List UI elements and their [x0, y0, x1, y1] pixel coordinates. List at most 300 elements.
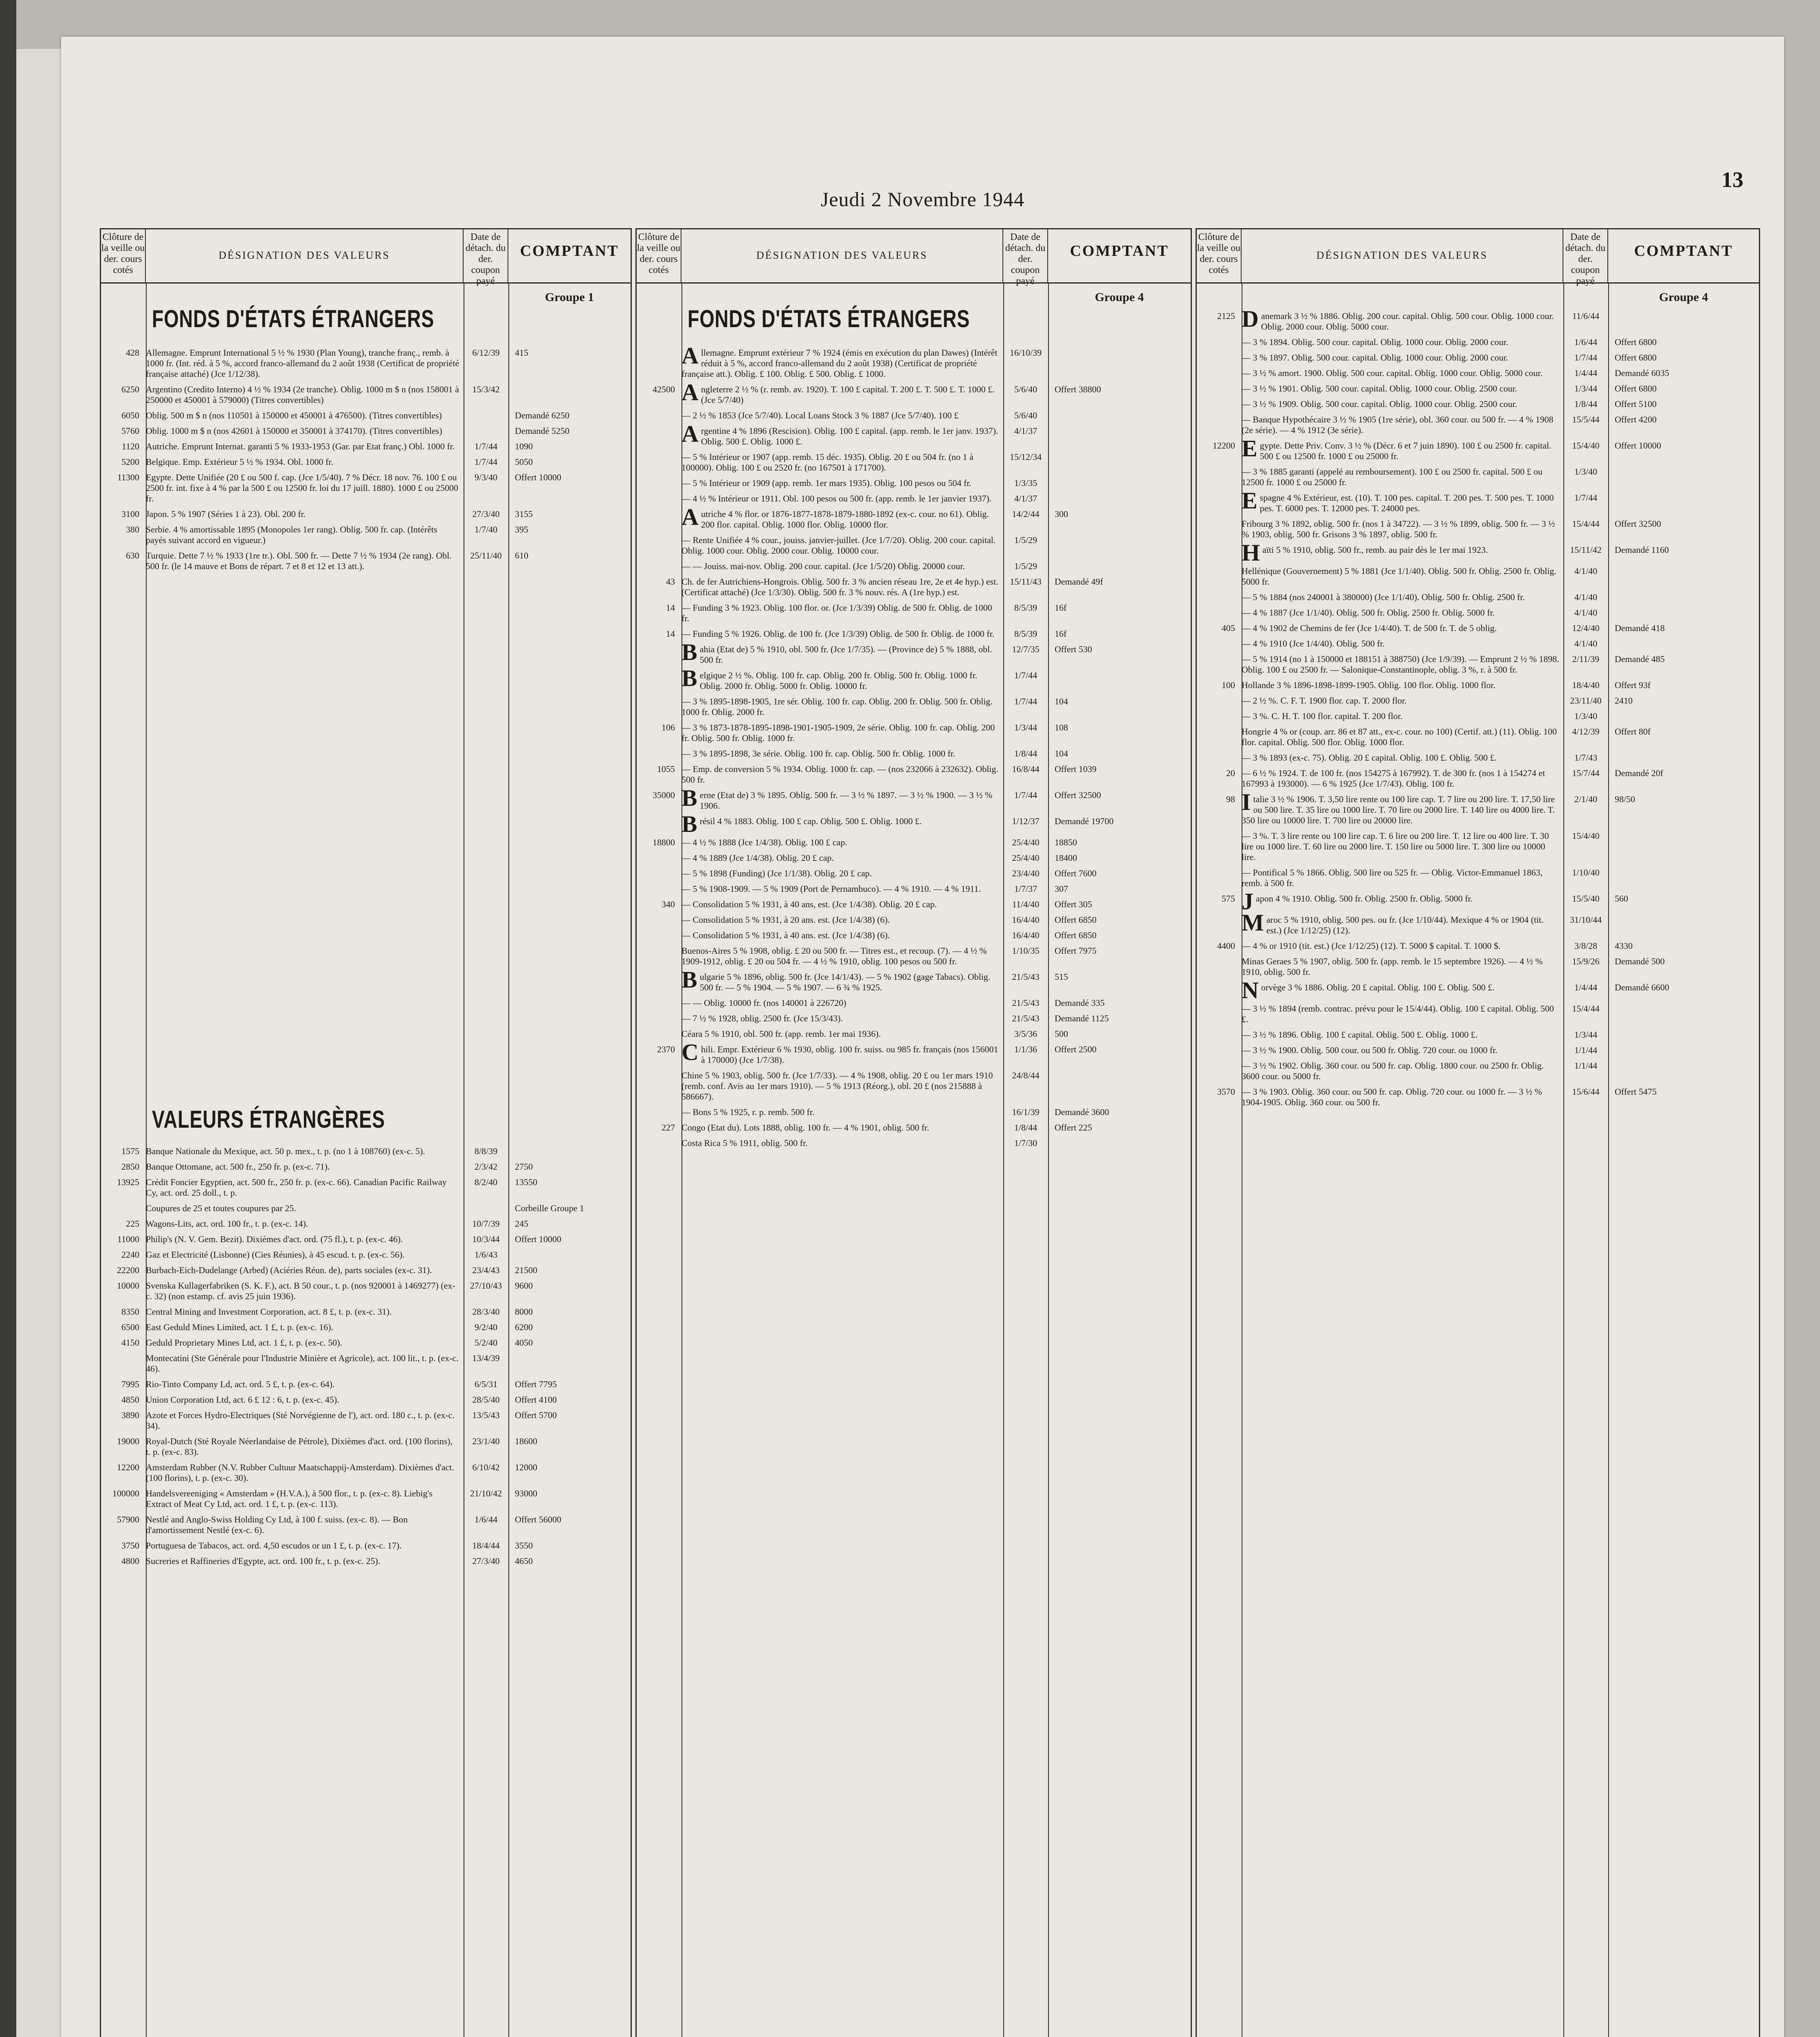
security-designation [681, 504, 1003, 530]
closing-price: 6500 [121, 1322, 139, 1332]
cash-price [1048, 452, 1191, 473]
cash-price: Offert 305 [1055, 899, 1092, 909]
coupon-date: 11/4/40 [1012, 899, 1040, 909]
designation-text: — 5 % 1898 (Funding) (Jce 1/1/38). Oblig. 20 £ cap. [681, 868, 872, 878]
security-designation [1242, 623, 1563, 634]
designation-text: — 5 % Intérieur or 1909 (app. remb. 1er mars 1935). Oblig. 100 pesos ou 504 fr. [681, 478, 972, 488]
column-3 [1196, 228, 1760, 2037]
closing-price: 12200 [1213, 440, 1235, 451]
cash-price: Offert 5475 [1615, 1087, 1657, 1097]
designation-text: — Bons 5 % 1925, r. p. remb. 500 fr. [681, 1107, 815, 1117]
security-designation [681, 1107, 1003, 1117]
coupon-date: 28/3/40 [472, 1307, 500, 1317]
security-entry [637, 966, 1191, 993]
cash-price: Offert 6800 [1615, 352, 1657, 363]
cash-price [1608, 607, 1759, 618]
security-designation [146, 1322, 464, 1333]
coupon-date: 21/5/43 [1012, 1013, 1040, 1023]
security-entry [637, 868, 1191, 879]
closing-price: 10000 [117, 1280, 139, 1291]
cash-price: Offert 10000 [515, 472, 561, 482]
header-detach: Date de détach. du der. coupon payé [1563, 229, 1608, 282]
security-entry [637, 629, 1191, 639]
designation-text: Sucreries et Raffineries d'Egypte, act. ord. 100 fr., t. p. (ex-c. 25). [146, 1556, 380, 1566]
coupon-date: 4/12/39 [1572, 726, 1600, 737]
closing-price: 6050 [121, 410, 139, 420]
cash-price: 98/50 [1615, 794, 1635, 804]
cash-price: 500 [1055, 1029, 1068, 1039]
closing-price: 3100 [121, 509, 139, 519]
cash-price: Demandé 5250 [515, 426, 569, 436]
coupon-date: 15/5/40 [1572, 893, 1600, 904]
security-designation [681, 1138, 1003, 1148]
closing-price: 19000 [117, 1436, 139, 1446]
security-entry [101, 1307, 631, 1317]
coupon-date: 1/8/44 [1014, 748, 1037, 759]
designation-text: — 3 ½ % 1909. Oblig. 500 cour. capital. Oblig. 1000 cour. Oblig. 2500 cour. [1242, 399, 1517, 409]
cash-price: Offert 225 [1055, 1122, 1092, 1133]
closing-price [637, 696, 681, 717]
security-designation [146, 410, 464, 421]
closing-price [1197, 383, 1242, 394]
security-designation [681, 639, 1003, 665]
security-entry [101, 426, 631, 436]
drop-cap: J [1242, 888, 1253, 915]
security-entry [1197, 768, 1759, 789]
security-designation [681, 629, 1003, 639]
security-entry [1197, 752, 1759, 763]
designation-text: — 3 % 1895-1898, 3e série. Oblig. 100 fr. cap. Oblig. 500 fr. Oblig. 1000 fr. [681, 748, 956, 759]
security-designation [1242, 638, 1563, 649]
coupon-date: 8/8/39 [474, 1146, 498, 1156]
cash-price [1608, 638, 1759, 649]
security-entry [101, 1280, 631, 1302]
header-cloture: Clôture de la veille ou der. cours cotés [1197, 229, 1242, 282]
closing-price: 428 [126, 348, 139, 358]
designation-text: — 3 % 1894. Oblig. 500 cour. capital. Oblig. 1000 cour. Oblig. 2000 cour. [1242, 337, 1508, 347]
security-entry [101, 524, 631, 546]
designation-text: Montecatini (Ste Générale pour l'Industrie Minière et Agricole), act. 100 lit., t. p. (ex-c. 46). [146, 1353, 459, 1374]
security-designation [146, 1462, 464, 1483]
coupon-date: 13/5/43 [472, 1410, 500, 1420]
security-designation [146, 1249, 464, 1260]
security-entry [1197, 867, 1759, 889]
designation-text: — 6 ½ % 1924. T. de 100 fr. (nos 154275 à 167992). T. de 300 fr. (nos 1 à 154274 et 167993 à 193000). — 6 % 1925 (Jce 1/7/43). Oblig. 100 fr. [1242, 768, 1545, 789]
closing-price: 380 [126, 524, 139, 535]
cash-price: 3550 [515, 1540, 533, 1551]
coupon-date: 8/2/40 [474, 1177, 498, 1187]
security-designation [146, 472, 464, 504]
closing-price [1197, 414, 1242, 436]
cash-price: 3155 [515, 509, 533, 519]
closing-price [637, 644, 681, 665]
section-title: VALEURS ÉTRANGÈRES [152, 1106, 385, 1133]
security-designation [1242, 956, 1563, 977]
coupon-date: 18/4/44 [472, 1540, 500, 1551]
cash-price: 18400 [1055, 853, 1077, 863]
security-designation [146, 509, 464, 519]
coupon-date: 16/1/39 [1012, 1107, 1040, 1117]
security-designation [1242, 909, 1563, 936]
security-designation [146, 1410, 464, 1431]
security-designation [681, 785, 1003, 811]
security-designation [1242, 768, 1563, 789]
closing-price: 11000 [117, 1234, 139, 1244]
cash-price: 245 [515, 1219, 528, 1229]
designation-text: Central Mining and Investment Corporation, act. 8 £, t. p. (ex-c. 31). [146, 1307, 392, 1317]
closing-price [1197, 654, 1242, 675]
drop-cap: B [681, 966, 697, 993]
cash-price [1048, 1070, 1191, 1102]
drop-cap: M [1242, 909, 1264, 936]
cash-price: Offert 6850 [1055, 915, 1097, 925]
security-designation [1242, 592, 1563, 603]
cash-price: Offert 32500 [1615, 519, 1661, 529]
cash-price: Demandé 6035 [1615, 368, 1669, 378]
header-designation: DÉSIGNATION DES VALEURS [1242, 229, 1563, 282]
closing-price: 42500 [653, 384, 675, 394]
closing-price: 2240 [121, 1249, 139, 1260]
drop-cap: B [681, 665, 697, 691]
column-body [1197, 286, 1759, 2037]
closing-price [1197, 752, 1242, 763]
coupon-date: 16/10/39 [1009, 348, 1042, 358]
coupon-date: 10/3/44 [472, 1234, 500, 1244]
closing-price: 4800 [121, 1556, 139, 1566]
column-header [637, 229, 1191, 284]
closing-price [637, 452, 681, 473]
closing-price: 3890 [121, 1410, 139, 1420]
coupon-date: 16/8/44 [1012, 764, 1040, 774]
closing-price [1197, 956, 1242, 977]
entries-list [101, 1146, 631, 1571]
security-entry [1197, 726, 1759, 748]
security-designation [681, 410, 1003, 421]
coupon-date: 3/5/36 [1014, 1029, 1037, 1039]
closing-price: 227 [662, 1122, 675, 1133]
closing-price [1197, 368, 1242, 378]
designation-text: — Pontifical 5 % 1866. Oblig. 500 lire ou 525 fr. — Oblig. Victor-Emmanuel 1863, remb. à 500 fr. [1242, 867, 1543, 888]
security-designation [681, 748, 1003, 759]
designation-text: — Consolidation 5 % 1931, à 40 ans, est. (Jce 1/4/38). Oblig. 20 £ cap. [681, 899, 937, 909]
coupon-date: 15/11/43 [1010, 576, 1042, 587]
designation-text: Azote et Forces Hydro-Electriques (Sté Norvégienne de l'), act. ord. 180 c., t. p. (ex-c. 34). [146, 1410, 455, 1431]
closing-price [637, 478, 681, 488]
security-entry [1197, 695, 1759, 706]
closing-price [1197, 638, 1242, 649]
designation-text: Hellénique (Gouvernement) 5 % 1881 (Jce 1/1/40). Oblig. 500 fr. Oblig. 2500 fr. Oblig. 5000 fr. [1242, 566, 1556, 587]
coupon-date: 10/7/39 [472, 1219, 500, 1229]
coupon-date: 1/7/44 [1014, 790, 1037, 800]
drop-cap: I [1242, 789, 1251, 815]
security-entry [101, 457, 631, 467]
security-entry [1197, 592, 1759, 603]
column-header [101, 229, 631, 284]
security-designation [681, 1122, 1003, 1133]
cash-price: Demandé 20f [1615, 768, 1664, 778]
security-designation [146, 550, 464, 572]
closing-price: 5760 [121, 426, 139, 436]
coupon-date: 21/10/42 [470, 1488, 502, 1498]
closing-price [1197, 1029, 1242, 1040]
coupon-date: 1/7/44 [474, 457, 498, 467]
designation-text: Burbach-Eich-Dudelange (Arbed) (Aciéries Réun. de), parts sociales (ex-c. 31). [146, 1265, 432, 1275]
coupon-date: 8/5/39 [1014, 603, 1037, 613]
closing-price: 57900 [117, 1514, 139, 1524]
security-entry [637, 342, 1191, 379]
closing-price [637, 748, 681, 759]
closing-price [637, 998, 681, 1008]
security-designation [1242, 399, 1563, 409]
security-entry [637, 785, 1191, 811]
coupon-date: 1/3/44 [1574, 383, 1598, 394]
security-designation [146, 1280, 464, 1302]
closing-price [1197, 1003, 1242, 1025]
security-designation [681, 379, 1003, 405]
designation-text: — 2 ½ %. C. F. T. 1900 flor. cap. T. 2000 flor. [1242, 695, 1407, 706]
coupon-date: 6/10/42 [472, 1462, 500, 1472]
security-entry [101, 1462, 631, 1483]
cash-price: 1090 [515, 441, 533, 451]
cash-price [1608, 752, 1759, 763]
closing-price [637, 1107, 681, 1117]
entries-list [1197, 306, 1759, 1113]
closing-price [637, 915, 681, 925]
security-entry [1197, 399, 1759, 409]
security-designation [146, 1146, 464, 1157]
drop-cap: B [681, 811, 697, 837]
cash-price: Offert 93f [1615, 680, 1651, 690]
security-designation [1242, 726, 1563, 748]
closing-price [1197, 695, 1242, 706]
closing-price [101, 1203, 146, 1214]
closing-price [637, 493, 681, 504]
cash-price: Demandé 1125 [1055, 1013, 1109, 1023]
coupon-date: 15/6/44 [1572, 1087, 1600, 1097]
security-entry [637, 1029, 1191, 1039]
security-entry [101, 550, 631, 572]
coupon-date: 24/8/44 [1012, 1070, 1040, 1080]
security-entry [637, 1013, 1191, 1024]
drop-cap: E [1242, 435, 1257, 462]
closing-price: 1055 [657, 764, 675, 774]
designation-text: spagne 4 % Extérieur, est. (10). T. 100 pes. capital. T. 200 pes. T. 500 pes. T. 1000 pes. T. 6000 pes. T. 12000 pes. T. 24000 pes. [1259, 493, 1554, 513]
coupon-date: 28/5/40 [472, 1395, 500, 1405]
closing-price [637, 816, 681, 832]
security-entry [637, 853, 1191, 863]
closing-price [1197, 726, 1242, 748]
security-entry [101, 1249, 631, 1260]
coupon-date: 27/3/40 [472, 1556, 500, 1566]
column-header [1197, 229, 1759, 284]
security-designation [1242, 711, 1563, 722]
coupon-date: 15/5/44 [1572, 414, 1600, 425]
security-designation [681, 1029, 1003, 1039]
closing-price [1197, 466, 1242, 488]
security-designation [681, 342, 1003, 379]
security-designation [1242, 789, 1563, 826]
security-designation [681, 603, 1003, 624]
cash-price: Offert 4200 [1615, 414, 1657, 425]
designation-text: Gaz et Electricité (Lisbonne) (Cies Réunies), à 45 escud. t. p. (ex-c. 56). [146, 1249, 405, 1260]
security-designation [146, 457, 464, 467]
header-comptant: COMPTANT [520, 242, 619, 260]
cash-price [1048, 478, 1191, 488]
security-designation [1242, 607, 1563, 618]
designation-text: Wagons-Lits, act. ord. 100 fr., t. p. (ex-c. 14). [146, 1219, 308, 1229]
closing-price: 5200 [121, 457, 139, 467]
closing-price: 1575 [121, 1146, 139, 1156]
coupon-date: 15/7/44 [1572, 768, 1600, 778]
security-entry [101, 1540, 631, 1551]
security-designation [1242, 695, 1563, 706]
cash-price: 4650 [515, 1556, 533, 1566]
security-designation [146, 1234, 464, 1245]
security-entry [101, 509, 631, 519]
security-designation [1242, 1029, 1563, 1040]
designation-text: Rio-Tinto Company Ld, act. ord. 5 £, t. p. (ex-c. 64). [146, 1379, 335, 1389]
security-designation [146, 1203, 464, 1214]
security-entry [637, 722, 1191, 744]
closing-price: 405 [1222, 623, 1235, 633]
cash-price [1048, 493, 1191, 504]
designation-text: ulgarie 5 % 1896, oblig. 500 fr. (Jce 14/1/43). — 5 % 1902 (gage Tabacs). Oblig. 500 fr. — 5 % 1904. — 5 % 1907. — 6 ¾ % 1925. [699, 972, 991, 992]
security-entry [1197, 607, 1759, 618]
closing-price: 3570 [1217, 1087, 1235, 1097]
closing-price [637, 410, 681, 421]
coupon-date: 4/1/40 [1574, 592, 1598, 602]
coupon-date: 15/4/40 [1572, 831, 1600, 841]
security-designation [146, 1177, 464, 1198]
security-entry [1197, 831, 1759, 862]
closing-price [637, 868, 681, 879]
coupon-date: 1/6/43 [474, 1249, 498, 1260]
designation-text: aroc 5 % 1910, oblig. 500 pes. ou fr. (Jce 1/10/44). Mexique 4 % or 1904 (tit. est.) (Jce 1/12/25) (12). [1266, 915, 1544, 935]
security-designation [146, 1556, 464, 1566]
designation-text: gypte. Dette Priv. Conv. 3 ½ % (Décr. 6 et 7 juin 1890). 100 £ ou 2500 fr. capital. 500 £ ou 12500 fr. 1000 £ ou 25000 fr. [1259, 440, 1552, 461]
cash-price: 4330 [1615, 941, 1633, 951]
security-designation [681, 722, 1003, 744]
designation-text: — 3 % 1885 garanti (appelé au remboursement). 100 £ ou 2500 fr. capital. 500 £ ou 12500 fr. 1000 £ ou 25000 fr. [1242, 466, 1543, 487]
security-designation [1242, 1003, 1563, 1025]
header-cloture: Clôture de la veille ou der. cours cotés [637, 229, 681, 282]
security-designation [681, 665, 1003, 691]
drop-cap: A [681, 504, 699, 530]
closing-price [1197, 519, 1242, 540]
security-designation [146, 524, 464, 546]
designation-text: Argentino (Credito Interno) 4 ½ % 1934 (2e tranche). Oblig. 1000 m $ n (nos 158001 à 250000 et 450001 à 579000) (Titres convertibles) [146, 384, 459, 405]
security-entry [1197, 352, 1759, 363]
designation-text: — Consolidation 5 % 1931, à 40 ans. est. (Jce 1/4/38) (6). [681, 930, 890, 940]
designation-text: — 5 % Intérieur or 1907 (app. remb. 15 déc. 1935). Oblig. 20 £ ou 504 fr. (no 1 à 100000). Oblig. 100 £ ou 2520 fr. (no 167501 à 171700). [681, 452, 974, 473]
security-entry [637, 899, 1191, 910]
security-designation [1242, 680, 1563, 691]
closing-price: 100 [1222, 680, 1235, 690]
designation-text: — 3 % 1895-1898-1905, 1re sér. Oblig. 100 fr. cap. Oblig. 200 fr. Oblig. 500 fr. Oblig. 1000 fr. Oblig. 2000 fr. [681, 696, 993, 717]
cash-price [1608, 831, 1759, 862]
security-designation [1242, 977, 1563, 1003]
cash-price [1048, 535, 1191, 556]
cash-price: Offert 5700 [515, 1410, 557, 1420]
cash-price: Offert 10000 [1615, 440, 1661, 451]
coupon-date: 15/3/42 [472, 384, 500, 394]
security-entry [1197, 435, 1759, 462]
closing-price [637, 1029, 681, 1039]
security-entry [1197, 623, 1759, 634]
closing-price: 575 [1222, 893, 1235, 904]
drop-cap: C [681, 1039, 699, 1065]
designation-text: — Emp. de conversion 5 % 1934. Oblig. 1000 fr. cap. — (nos 232066 à 232632). Oblig. 500 fr. [681, 764, 998, 785]
closing-price [637, 426, 681, 447]
security-entry [637, 811, 1191, 837]
closing-price: 14 [666, 629, 675, 639]
security-entry [637, 561, 1191, 572]
coupon-date: 1/10/35 [1012, 946, 1040, 956]
security-designation [1242, 941, 1563, 951]
security-entry [637, 837, 1191, 848]
security-entry [101, 1322, 631, 1333]
closing-price: 22200 [117, 1265, 139, 1275]
drop-cap: B [681, 639, 697, 665]
coupon-date: 25/11/40 [470, 550, 502, 561]
cash-price [1048, 426, 1191, 447]
designation-text: aïti 5 % 1910, oblig. 500 fr., remb. au pair dès le 1er mai 1923. [1262, 545, 1488, 555]
designation-text: — 4 % 1902 de Chemins de fer (Jce 1/4/40). T. de 500 fr. T. de 5 oblig. [1242, 623, 1497, 633]
designation-text: — 3 % 1897. Oblig. 500 cour. capital. Oblig. 1000 cour. Oblig. 2000 cour. [1242, 352, 1508, 363]
coupon-date: 12/7/35 [1012, 644, 1040, 654]
closing-price [637, 1013, 681, 1024]
designation-text: — 3 ½ % 1900. Oblig. 500 cour. ou 500 fr. Oblig. 720 cour. ou 1000 fr. [1242, 1045, 1498, 1055]
closing-price: 12200 [117, 1462, 139, 1472]
security-entry [1197, 680, 1759, 691]
page-number: 13 [1721, 167, 1743, 192]
security-designation [146, 1265, 464, 1276]
cash-price [1608, 1045, 1759, 1056]
closing-price: 98 [1226, 794, 1235, 804]
coupon-date: 1/8/44 [1014, 1122, 1037, 1133]
cash-price: Demandé 3600 [1055, 1107, 1109, 1117]
cash-price: Offert 6800 [1615, 383, 1657, 394]
designation-text: — 3 ½ % 1896. Oblig. 100 £ capital. Oblig. 500 £. Oblig. 1000 £. [1242, 1029, 1478, 1040]
security-entry [101, 348, 631, 379]
coupon-date: 1/4/44 [1574, 982, 1598, 992]
security-entry [637, 639, 1191, 665]
coupon-date: 15/9/26 [1572, 956, 1600, 966]
security-entry [101, 1395, 631, 1405]
security-designation [681, 899, 1003, 910]
cash-price [1608, 915, 1759, 936]
closing-price [637, 1070, 681, 1102]
cash-price: 6200 [515, 1322, 533, 1332]
coupon-date: 18/4/40 [1572, 680, 1600, 690]
cash-price [1608, 1029, 1759, 1040]
designation-text: elgique 2 ½ %. Oblig. 100 fr. cap. Oblig. 200 fr. Oblig. 500 fr. Oblig. 1000 fr. Oblig. 2000 fr. Oblig. 5000 fr. Oblig. 10000 fr. [699, 670, 977, 691]
cash-price [1048, 561, 1191, 572]
cash-price [1048, 670, 1191, 691]
coupon-date: 1/7/44 [474, 441, 498, 451]
closing-price [1197, 607, 1242, 618]
security-designation [681, 576, 1003, 598]
security-entry [101, 1488, 631, 1509]
security-entry [1197, 306, 1759, 332]
cash-price: 2410 [1615, 695, 1633, 706]
coupon-date: 4/1/37 [1014, 493, 1037, 504]
designation-text: Belgique. Emp. Extérieur 5 ½ % 1934. Obl. 1000 fr. [146, 457, 334, 467]
closing-price [1197, 566, 1242, 587]
cash-price: 9600 [515, 1280, 533, 1291]
security-entry [1197, 1045, 1759, 1056]
closing-price [101, 1353, 146, 1374]
